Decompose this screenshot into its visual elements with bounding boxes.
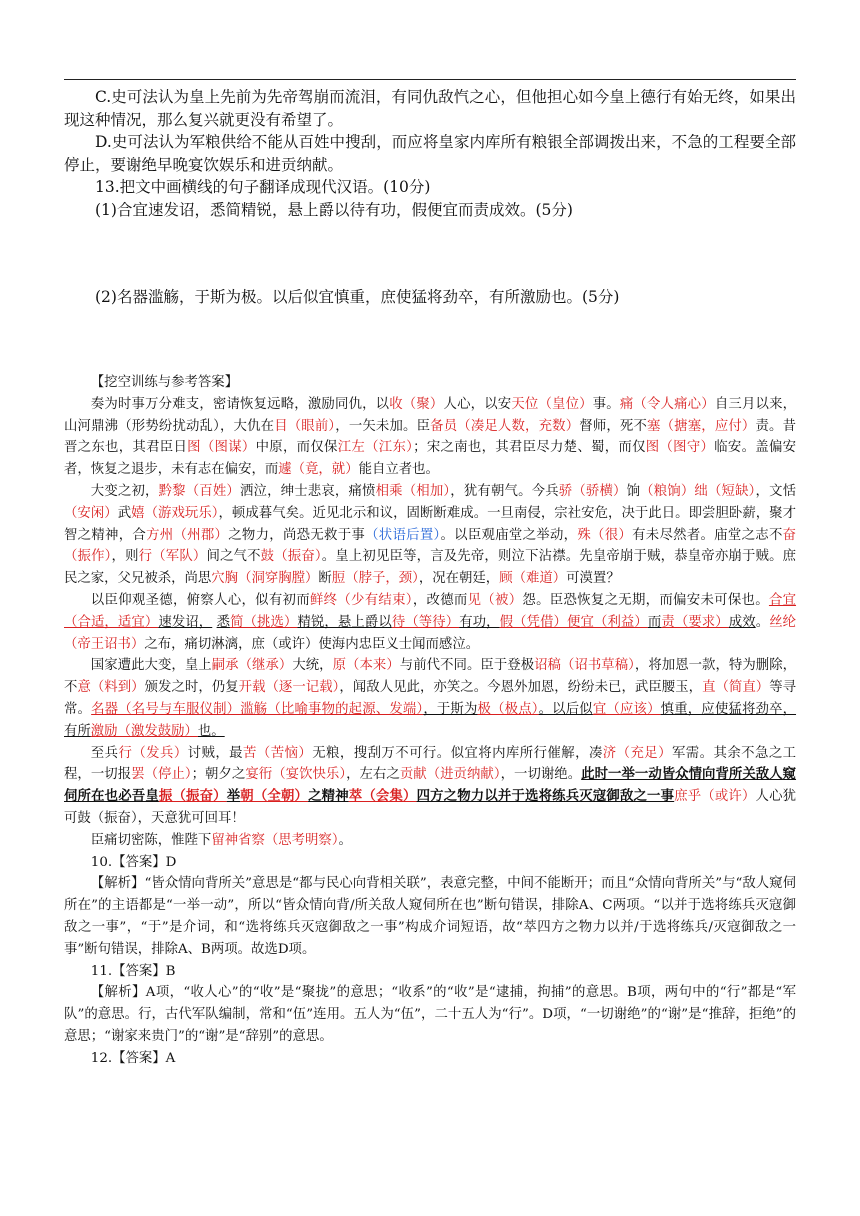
text-segment: 能自立者也。 (358, 462, 439, 478)
text-segment: 天位（皇位） (511, 396, 593, 412)
text-segment: 待（等待） (391, 614, 460, 630)
text-segment: 。 (338, 832, 352, 848)
annotated-paragraph-5 (64, 743, 796, 830)
text-segment: 四方之物力以并于选将练兵灭寇御敌之一事 (416, 788, 675, 805)
text-segment: 责。昔晋之东也，其君臣日 (64, 418, 797, 456)
text-segment: 宜（应该） (592, 701, 661, 717)
text-segment: 简（挑选） (230, 614, 298, 630)
text-segment: 绌（短缺） (694, 483, 756, 499)
text-segment: 穴胸（洞穿胸膛） (211, 571, 319, 587)
question-13-part-2: (2)名器滥觞，于斯为极。以后似宜慎重，庶使猛将劲卒，有所激励也。(5分) (95, 287, 620, 306)
text-segment: 黔黎（百姓） (158, 483, 240, 499)
text-segment: 图（图谋） (187, 440, 256, 456)
annotated-paragraph-3 (64, 590, 796, 655)
text-segment: 开载（逐一记载） (238, 680, 340, 696)
text-segment: 督师，死不 (579, 418, 648, 434)
text-segment: 臣痛切密陈，惟陛下 (90, 832, 212, 848)
question-13: 13.把文中画横线的句子翻译成现代汉语。(10分) (95, 178, 431, 197)
text-segment: 之精神 (308, 788, 349, 805)
text-segment: 责（要求） (661, 614, 729, 630)
text-segment: 人心，以安 (443, 396, 512, 412)
text-segment: 大统， (292, 658, 333, 674)
text-segment: 目（眼前） (274, 418, 336, 434)
text-segment: 国家遭此大变，皇上 (90, 658, 212, 674)
text-segment: ，一矢未加。臣 (335, 418, 431, 434)
text-segment: 军需。其余不急之工程，一切报 (64, 745, 797, 783)
text-segment: （状语后置） (365, 527, 441, 543)
text-segment: 苦（苦恼） (243, 745, 313, 761)
answer-section (64, 372, 796, 1070)
text-segment: 事。 (592, 396, 620, 412)
text-segment: 萃（会集） (348, 788, 417, 805)
text-segment: 举 (226, 788, 241, 805)
explanation-11: 【解析】A项，“收人心”的“收”是“聚拢”的意思；“收系”的“收”是“逮捕，拘捕”的意思。B项，两句中的“行”都是“军队”的意思。行，古代军队编制，常和“伍”连用。五人为“伍”，二十五人为“行”。D项，“一切谢绝”的“谢”是“推辞，拒绝”的意思；“谢家来贵门”的“谢”是“辞别”的意思。 (64, 985, 796, 1044)
text-segment: ，文恬 (755, 483, 797, 499)
text-segment: 假（凭借）便宜（利益） (499, 614, 648, 630)
text-segment: 大变之初， (90, 483, 159, 499)
text-segment: 。 (755, 614, 770, 630)
text-segment: 有未尽然者。庙堂之志不 (632, 527, 783, 543)
text-segment: ，一切谢绝。 (500, 767, 582, 783)
text-segment: 奏为时事万分难支，密请恢复远略，激励同仇，以 (90, 396, 390, 412)
text-segment: 与前代不同。臣于登极 (399, 658, 535, 674)
text-segment: 济（充足） (602, 745, 672, 761)
text-segment: 。以臣观庙堂之举动， (440, 527, 578, 543)
text-segment: 间之气不 (206, 549, 261, 565)
option-d: D.史可法认为军粮供给不能从百姓中搜刮，而应将皇家内库所有粮银全部调拨出来，不急的工程要全部停止，要谢绝早晚宴饮娱乐和进贡纳献。 (64, 133, 796, 174)
text-segment: 有功， (459, 614, 500, 630)
text-segment: 等寻常。 (64, 680, 797, 717)
text-segment: 鲜终（少有结束） (309, 592, 413, 608)
answer-10: 10.【答案】D (90, 854, 177, 870)
text-segment: 。皇上初见臣等，言及先帝，则泣下沾襟。先皇帝崩于贼，恭皇帝亦崩于贼。庶民之家，父兄被杀，尚思 (64, 549, 797, 587)
text-segment: 原（本来） (332, 658, 400, 674)
text-segment: 鼓（振奋） (260, 549, 322, 565)
text-segment: 见（被） (467, 592, 523, 608)
text-segment: 直（简直） (702, 680, 770, 696)
text-segment: 临安。盖偏安者，恢复之退步，未有志在偏安，而 (64, 440, 797, 478)
question-13-part-1: (1)合宜速发诏，悉简精锐，悬上爵以待有功，假便宜而责成效。(5分) (95, 200, 573, 219)
text-segment: ，左右之 (346, 767, 400, 783)
text-segment: 行（军队） (138, 549, 207, 565)
text-segment: 精锐，悬上爵以 (297, 614, 392, 630)
text-segment: 收（聚） (389, 396, 444, 412)
text-segment: 诏稿（诏书草稿） (534, 658, 635, 674)
text-segment: 人心犹可鼓（振奋），天意犹可回耳！ (64, 789, 797, 826)
text-segment: 自三月以来，山河鼎沸（形势纷扰动乱），大仇在 (64, 396, 797, 434)
text-segment: ，将加恩一款，特为删除，不 (64, 658, 797, 696)
text-segment: 至兵 (90, 745, 119, 761)
text-segment: 之布，痛切淋漓，庶（或许）使海内忠臣义士闻而感泣。 (144, 636, 480, 652)
text-segment: 而 (647, 614, 662, 630)
text-segment: 也。 (197, 723, 225, 739)
text-segment: 慎重，应使猛将劲卒，有所 (64, 701, 797, 739)
answer-heading: 【挖空训练与参考答案】 (90, 375, 239, 390)
text-segment: ，则 (111, 549, 139, 565)
text-segment: 宴衎（宴饮快乐） (245, 767, 347, 783)
text-segment: 之物力，尚恐无救于事 (228, 527, 366, 543)
text-segment: 行（发兵） (118, 745, 188, 761)
text-segment: ；朝夕之 (191, 767, 246, 783)
annotated-paragraph-4 (64, 655, 796, 742)
text-segment: ，闻敌人见此，亦笑之。今恩外加恩，纷纷未已，武臣腰玉， (339, 680, 703, 696)
text-segment: 奋（振作） (64, 527, 797, 565)
text-segment: 名器（名号与车服仪制）滥觞（比喻事物的起源、发端） (91, 701, 424, 717)
text-segment: 以臣仰观圣德，俯察人心，似有初而 (90, 592, 310, 608)
text-segment: 留神省察（思考明察） (211, 832, 339, 848)
text-segment: 洒泣，绅士悲哀，痛愤 (239, 483, 376, 499)
text-segment: 骄（骄横） (558, 483, 627, 499)
text-segment: 江左（江东） (337, 440, 414, 456)
text-segment: 怨。臣恐恢复之无期，而偏安未可保也。 (522, 592, 769, 608)
text-segment: 嗣承（继承） (211, 658, 293, 674)
annotated-paragraph-6 (64, 830, 796, 852)
text-segment: 悉 (216, 614, 231, 630)
text-segment: 断 (318, 571, 332, 587)
text-segment: 相乘（相加） (375, 483, 451, 499)
text-segment: 激励（激发鼓励） (90, 723, 198, 739)
text-segment: 无粮，搜刮万不可行。似宜将内库所行催解，凑 (312, 745, 603, 761)
text-segment: 图（图守） (645, 440, 715, 456)
text-segment: 贡献（进贡纳献） (399, 767, 501, 783)
answer-12: 12.【答案】A (90, 1050, 176, 1066)
text-segment: 颁发之时，仍复 (144, 680, 239, 696)
text-segment: 意（料到） (77, 680, 145, 696)
text-segment: 速发诏， (158, 614, 213, 630)
header-rule (64, 79, 796, 80)
text-segment: 中原，而仅保 (255, 440, 338, 456)
answer-11: 11.【答案】B (90, 963, 176, 979)
text-segment: 讨贼，最 (187, 745, 244, 761)
text-segment: 庶乎（或许） (674, 789, 756, 805)
text-segment: 武 (117, 505, 132, 521)
text-segment: 振（振奋） (158, 788, 227, 805)
option-c: C.史可法认为皇上先前为先帝驾崩而流泪，有同仇敌忾之心，但他担心如今皇上德行有始无终，如果出现这种情况，那么复兴就更没有希望了。 (64, 88, 796, 129)
text-segment: 极（极点） (477, 701, 539, 717)
text-segment: 成效 (728, 614, 756, 630)
text-segment: （安闲） (64, 505, 118, 521)
text-segment: 顾（难道） (499, 571, 567, 587)
text-segment: 痛（令人痛心） (619, 396, 715, 412)
text-segment: 。以后似 (538, 701, 593, 717)
text-segment: 脰（脖子，颈） (331, 571, 419, 587)
text-segment: 合宜（合适，适宜） (64, 592, 797, 630)
text-segment: 此时一举一动皆众情向背所关敌人窥伺所在也必吾皇 (64, 766, 797, 805)
text-segment: 可漠置？ (566, 571, 620, 587)
text-segment: 方州（州郡） (146, 527, 229, 543)
text-segment: 朝（全朝） (240, 788, 309, 805)
text-segment: ；宋之南也，其君臣尽力楚、蜀，而仅 (413, 440, 646, 456)
question-section (64, 86, 796, 308)
text-segment: ，于斯为 (423, 701, 478, 717)
text-segment: 遽（竟，就） (278, 462, 359, 478)
annotated-paragraph-2 (64, 481, 796, 590)
text-segment: ，改德而 (412, 592, 468, 608)
text-segment: ，犹有朝气。今兵 (450, 483, 559, 499)
text-segment: 备员（凑足人数，充数） (430, 418, 580, 434)
text-segment: 丝纶（帝王诏书） (64, 614, 797, 652)
text-segment: （粮饷） (640, 483, 695, 499)
text-segment: 嬉（游戏玩乐） (131, 505, 219, 521)
text-segment: 罢（停止） (131, 767, 192, 783)
explanation-10: 【解析】“皆众情向背所关”意思是“都与民心向背相关联”，表意完整，中间不能断开；而且“众情向背所关”与“敌人窥伺所在”的主语都是“一举一动”，所以“皆众情向背/所关敌人窥伺所在也”断句错误，排除A、C两项。“以并于选将练兵灭寇御敌之一事”，“于”是介词，和“选将练兵灭寇御敌之一事”构成介词短语，故“萃四方之物力以并/于选将练兵/灭寇御敌之一事”断句错误，排除A、B两项。故选D项。 (64, 876, 796, 957)
text-segment: 饷 (626, 483, 641, 499)
text-segment: 殊（很） (577, 527, 633, 543)
text-segment: 塞（搪塞，应付） (647, 418, 756, 434)
annotated-paragraph-1 (64, 394, 796, 481)
text-segment: ，况在朝廷， (418, 571, 500, 587)
text-segment: ，顿成暮气矣。近见北示和议，固断断难成。一旦南侵，宗社安危，决于此日。即尝胆卧薪，聚才智之精神，合 (64, 505, 797, 543)
